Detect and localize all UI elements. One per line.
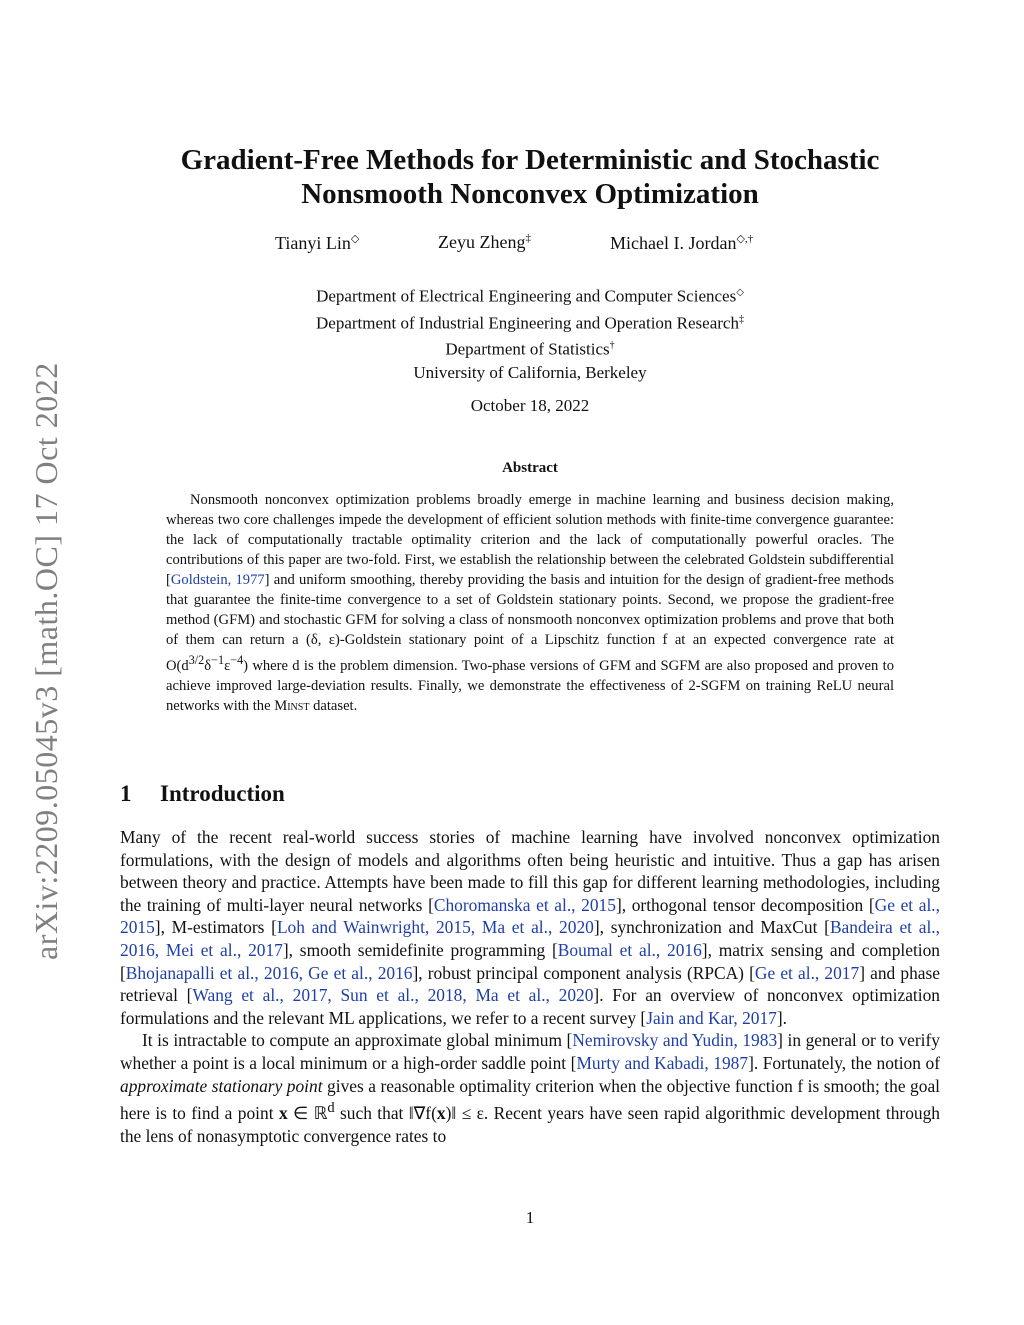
- affiliations: [120, 281, 940, 384]
- citation-3[interactable]: Loh and Wainwright, 2015, Ma et al., 2020: [276, 917, 594, 938]
- affiliation-4: University of California, Berkeley: [413, 362, 647, 382]
- citation-5[interactable]: Boumal et al., 2016: [557, 939, 702, 960]
- citation-11[interactable]: Murty and Kabadi, 1987: [576, 1052, 749, 1073]
- abstract-heading: Abstract: [502, 460, 558, 476]
- citation-10[interactable]: Nemirovsky and Yudin, 1983: [572, 1030, 778, 1051]
- citation-7[interactable]: Ge et al., 2017: [754, 962, 860, 983]
- affiliation-2: Department of Industrial Engineering and Operation Research‡: [316, 313, 744, 333]
- page-number: 1: [525, 1208, 535, 1227]
- publication-date: October 18, 2022: [470, 396, 590, 415]
- citation-4[interactable]: Bandeira et al., 2016, Mei et al., 2017: [120, 917, 940, 960]
- citation-9[interactable]: Jain and Kar, 2017: [646, 1007, 777, 1028]
- affiliation-3: Department of Statistics†: [445, 339, 615, 359]
- citation-8[interactable]: Wang et al., 2017, Sun et al., 2018, Ma et al., 2020: [192, 985, 594, 1006]
- author-list: [120, 232, 940, 256]
- abstract-body: Nonsmooth nonconvex optimization problems broadly emerge in machine learning and business decision making, whereas two core challenges impede the development of efficient solution methods with finite-time convergence guarantee: the lack of computationally tractable optimality criterion and the lack of computationally powerful oracles. The contributions of this paper are two-fold. First, we establish the relationship between the celebrated Goldstein subdifferential [Goldstein, 1977] and uniform smoothing, thereby providing the basis and intuition for the design of gradient-free methods that guarantee the finite-time convergence to a set of Goldstein stationary points. Second, we propose the gradient-free method (GFM) and stochastic GFM for solving a class of nonsmooth nonconvex optimization problems and prove that both of them can return a (δ, ε)-Goldstein stationary point of a Lipschitz function f at an expected convergence rate at $O(d^{3/2}\delta^{-1}\varepsilon^{-4})$ where d is the problem dimension. Two-phase versions of GFM and SGFM are also proposed and proven to achieve improved large-deviation results. Finally, we demonstrate the effectiveness of 2-SGFM on training ReLU neural networks with the Minst dataset.: [166, 492, 894, 714]
- arxiv-identifier-stamp: arXiv:2209.05045v3 [math.OC] 17 Oct 2022: [28, 362, 64, 960]
- author-2: Zeyu Zheng‡: [438, 232, 531, 252]
- intro-paragraph-1: Many of the recent real-world success stories of machine learning have involved nonconvex optimization formulations, with the design of models and algorithms often being heuristic and intuitive. Thus a gap has arisen between theory and practice. Attempts have been made to fill this gap for different learning methodologies, including the training of multi-layer neural networks [Choromanska et al., 2015], orthogonal tensor decomposition [Ge et al., 2015], M-estimators [Loh and Wainwright, 2015, Ma et al., 2020], synchronization and MaxCut [Bandeira et al., 2016, Mei et al., 2017], smooth semidefinite programming [Boumal et al., 2016], matrix sensing and completion [Bhojanapalli et al., 2016, Ge et al., 2016], robust principal component analysis (RPCA) [Ge et al., 2017] and phase retrieval [Wang et al., 2017, Sun et al., 2018, Ma et al., 2020]. For an overview of nonconvex optimization formulations and the relevant ML applications, we refer to a recent survey [Jain and Kar, 2017].: [120, 827, 940, 1028]
- section-heading-introduction: 1 Introduction: [120, 781, 285, 806]
- paper-title: Gradient-Free Methods for Deterministic and Stochastic Nonsmooth Nonconvex Optimization: [180, 144, 880, 210]
- citation-goldstein[interactable]: Goldstein, 1977: [170, 572, 265, 588]
- dataset-name: Minst: [274, 697, 310, 714]
- affiliation-1: Department of Electrical Engineering and Computer Sciences◇: [316, 286, 744, 306]
- author-3: Michael I. Jordan◇,†: [610, 233, 754, 253]
- introduction-body: [120, 826, 940, 1147]
- author-1: Tianyi Lin◇: [275, 233, 360, 253]
- citation-2[interactable]: Ge et al., 2015: [120, 894, 940, 938]
- citation-1[interactable]: Choromanska et al., 2015: [433, 894, 616, 915]
- citation-6[interactable]: Bhojanapalli et al., 2016, Ge et al., 2016: [125, 962, 413, 983]
- intro-paragraph-2: It is intractable to compute an approximate global minimum [Nemirovsky and Yudin, 1983] in general or to verify whether a point is a local minimum or a high-order saddle point [Murty and Kabadi, 1987]. Fortunately, the notion of approximate stationary point gives a reasonable optimality criterion when the objective function f is smooth; the goal here is to find a point x ∈ ℝ$^d$ such that ‖∇f(x)‖ ≤ ε. Recent years have seen rapid algorithmic development through the lens of nonasymptotic convergence rates to: [120, 1030, 940, 1146]
